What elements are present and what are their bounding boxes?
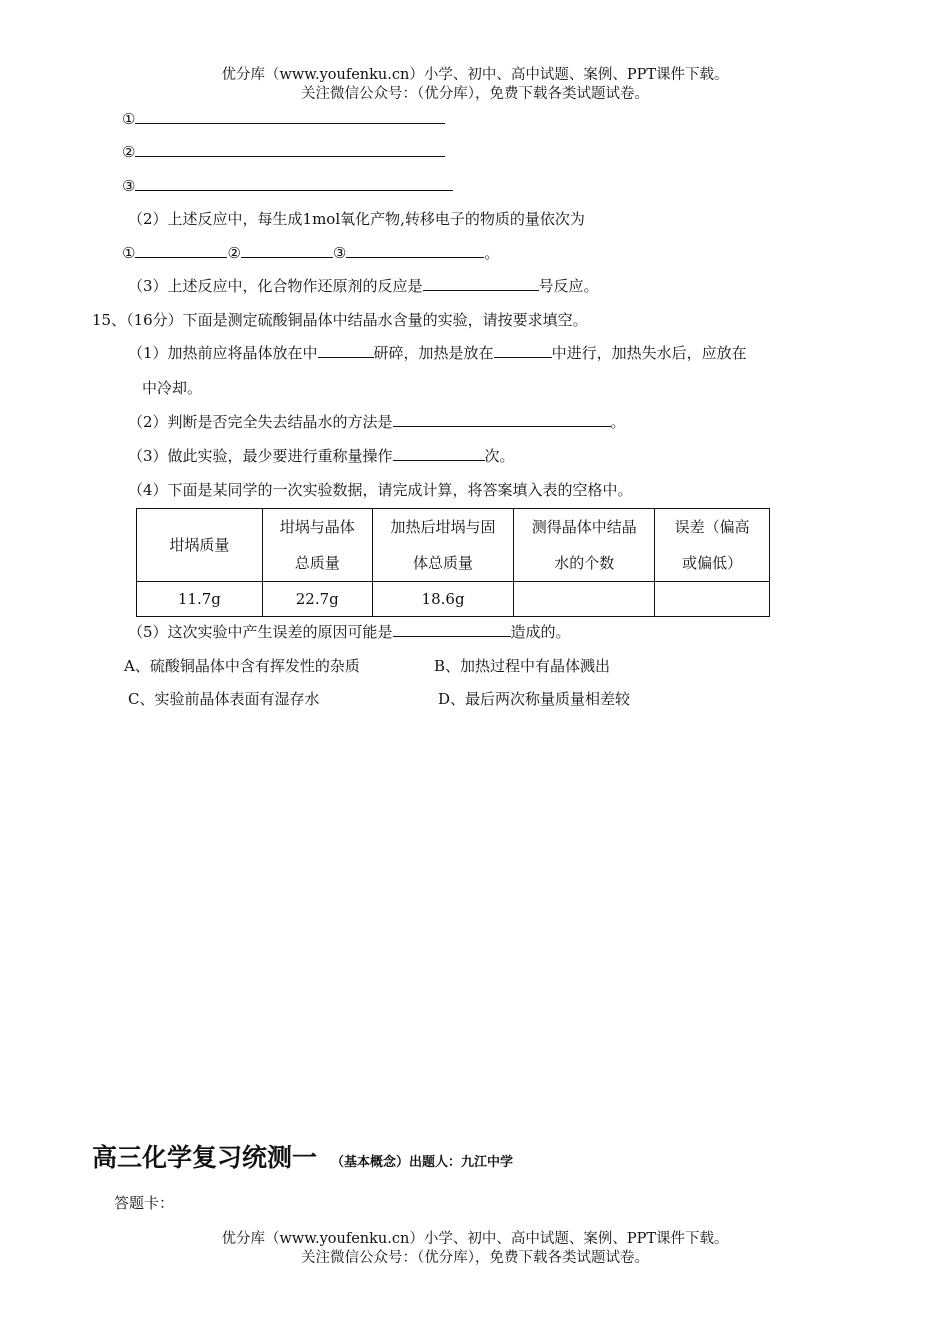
table-cell-answer[interactable] [655,582,770,617]
circled-3: ③ [332,244,347,262]
table-row [137,582,770,617]
q14-line-1 [122,109,445,129]
table-cell-answer[interactable] [514,582,655,617]
q15-part1-c: 中进行，加热失水后，应放在 [551,344,747,362]
footer-line-1: 优分库（www.youfenku.cn）小学、初中、高中试题、案例、PPT课件下载。 [221,1231,729,1247]
table-cell: 18.6g [372,582,514,617]
answer-blank[interactable] [318,343,374,358]
q14-part2-text: （2）上述反应中，每生成1mol氧化产物,转移电子的物质的量依次为 [128,210,585,228]
q15-part3-text: （3）做此实验，最少要进行重称量操作 [128,447,393,465]
option-a[interactable]: A、硫酸铜晶体中含有挥发性的杂质 [124,657,360,675]
answer-card-label: 答题卡： [114,1194,175,1212]
table-cell: 22.7g [262,582,372,617]
answer-blank[interactable] [423,276,539,291]
answer-blank[interactable] [494,343,552,358]
table-header-cell: 测得晶体中结晶 水的个数 [514,509,655,582]
exam-title [92,1138,513,1174]
q14-part3-text: （3）上述反应中，化合物作还原剂的反应是 [128,277,423,295]
option-b[interactable]: B、加热过程中有晶体溅出 [434,657,611,675]
circled-2: ② [227,244,241,262]
q15-part4: （4）下面是某同学的一次实验数据，请完成计算，将答案填入表的空格中。 [128,481,633,499]
answer-blank[interactable] [241,243,333,258]
q15-part5-text: （5）这次实验中产生误差的原因可能是 [128,623,393,641]
option-d[interactable]: D、最后两次称量质量相差较 [438,690,631,708]
answer-blank[interactable] [135,176,453,191]
q14-line-3 [122,176,453,196]
q14-part2-blanks [122,243,499,263]
answer-blank[interactable] [346,243,484,258]
q15-part1-b: 研碎，加热是放在 [373,344,494,362]
q15-part2 [128,412,626,432]
q15-part5-tail: 造成的。 [510,623,571,641]
data-table [136,508,770,617]
table-header-cell: 坩埚质量 [137,509,263,582]
table-header-row [137,509,770,582]
q14-part3-tail: 号反应。 [538,277,599,295]
circled-3: ③ [122,177,136,195]
exam-title-main: 高三化学复习统测一 [92,1143,318,1172]
header-line-2: 关注微信公众号：（优分库），免费下载各类试题试卷。 [301,86,649,102]
answer-blank[interactable] [393,622,511,637]
q14-line-2 [122,142,445,162]
option-c[interactable]: C、实验前晶体表面有湿存水 [128,690,320,708]
answer-blank[interactable] [393,412,611,427]
header-line-1: 优分库（www.youfenku.cn）小学、初中、高中试题、案例、PPT课件下载。 [221,67,729,83]
answer-blank[interactable] [135,142,445,157]
exam-title-sub: （基本概念）出题人：九江中学 [331,1155,514,1170]
q15-part1 [128,343,747,363]
q14-part3 [128,276,599,296]
period: 。 [610,413,626,431]
q15-part1-d: 中冷却。 [142,379,203,397]
q15-part1-a: （1）加热前应将晶体放在中 [128,344,318,362]
answer-blank[interactable] [135,109,445,124]
answer-blank[interactable] [393,446,485,461]
q15-part5 [128,622,571,642]
q15-part2-text: （2）判断是否完全失去结晶水的方法是 [128,413,393,431]
footer-line-2: 关注微信公众号：（优分库），免费下载各类试题试卷。 [301,1250,649,1266]
q15-stem: 15、（16分）下面是测定硫酸铜晶体中结晶水含量的实验，请按要求填空。 [92,311,588,329]
circled-1: ① [122,110,136,128]
answer-blank[interactable] [135,243,227,258]
period: 。 [484,244,500,262]
table-header-cell: 加热后坩埚与固 体总质量 [372,509,514,582]
table-header-cell: 误差（偏高 或偏低） [655,509,770,582]
table-cell: 11.7g [137,582,263,617]
circled-1: ① [122,244,136,262]
table-header-cell: 坩埚与晶体 总质量 [262,509,372,582]
circled-2: ② [122,143,136,161]
q15-part3 [128,446,515,466]
q15-part3-tail: 次。 [484,447,515,465]
